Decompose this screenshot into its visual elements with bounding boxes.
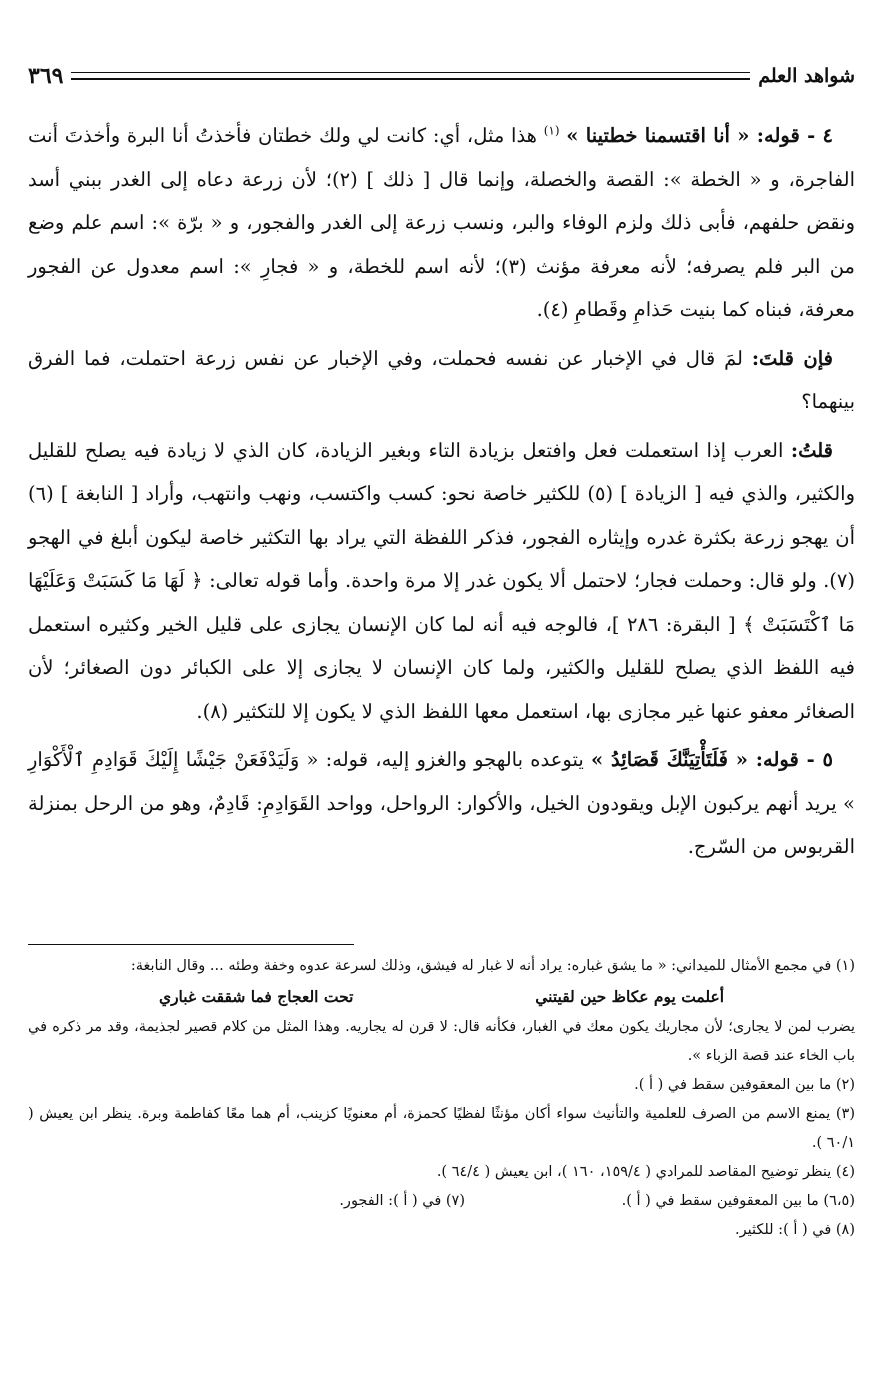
footnotes xyxy=(28,952,855,1245)
paragraph-body: العرب إذا استعملت فعل وافتعل بزيادة التاء وبغير الزيادة، كان الذي لا زيادة فيه يصلح للقليل والكثير، والذي فيه [ الزيادة ] (٥) للكثير خاصة نحو: كسب واكتسب، ونهب وانتهب، وأراد [ النابغة ] (٦) أن يهجو زرعة بكثرة غدره وإيثاره الفجور، فذكر اللفظة التي يراد بها التكثير خاصة ليكون أبلغ في الهجو (٧). ولو قال: وحملت فجار؛ لاحتمل ألا يكون غدر إلا مرة واحدة. وأما قوله تعالى: ﴿ لَهَا مَا كَسَبَتْ وَعَلَيْهَا مَا ٱكْتَسَبَتْ ﴾ [ البقرة: ٢٨٦ ]، فالوجه فيه أنه لما كان الإنسان يجازى على قليل الخير وكثيره استعمل فيه اللفظ الذي يصلح للقليل والكثير، ولما كان الإنسان لا يجازى إلا على الكبائر دون الصغائر؛ لأن الصغائر معفو عنها غير مجازى بها، استعمل معها اللفظ الذي لا يكون إلا للتكثير (٨). xyxy=(28,438,855,723)
footnote-1-continued: يضرب لمن لا يجارى؛ لأن مجاريك يكون معك في الغبار، فكأنه قال: لا قرن له يجاريه. وهذا المثل من كلام قصير لجذيمة، وقد مر ذكره في باب الخاء عند قصة الزباء ». xyxy=(28,1019,855,1064)
paragraph-5 xyxy=(28,738,855,869)
paragraph-lead: قلتُ: xyxy=(790,438,833,462)
page-header xyxy=(28,56,855,96)
footnote-3: (٣) يمنع الاسم من الصرف للعلمية والتأنيث سواء أكان مؤنثًا لفظيًا كحمزة، أم معنويًا كزينب، أم هما معًا كفاطمة وبرة. ينظر ابن يعيش ( ٦٠/١ ). xyxy=(28,1106,855,1151)
footnote-5-6: (٦،٥) ما بين المعقوفين سقط في ( أ ). xyxy=(621,1193,855,1209)
paragraph-body: هذا مثل، أي: كانت لي ولك خطتان فأخذتُ أنا البرة وأخذتَ أنت الفاجرة، و « الخطة »: القصة والخصلة، وإنما قال [ ذلك ] (٢)؛ لأن زرعة دعاه إلى الغدر ببني أسد ونقض حلفهم، فأبى ذلك ولزم الوفاء والبر، ونسب زرعة إلى الغدر والفجور، و « برّة »: اسم علم وضع من البر فلم يصرفه؛ لأنه معرفة مؤنث (٣)؛ لأنه اسم للخطة، و « فجارِ »: اسم معدول عن الفجور معرفة، فبناه كما بنيت حَذامِ وقَطامِ (٤). xyxy=(28,124,855,321)
page-number: ٣٦٩ xyxy=(28,63,64,89)
main-text xyxy=(28,114,855,874)
footnote-1: (١) في مجمع الأمثال للميداني: « ما يشق غباره: يراد أنه لا غبار له فيشق، وذلك لسرعة عدوه وخفة وطئه ... وقال النابغة: xyxy=(130,958,855,974)
header-rule xyxy=(71,72,750,80)
footnote-4: (٤) ينظر توضيح المقاصد للمرادي ( ١٥٩/٤، ١٦٠ )، ابن يعيش ( ٦٤/٤ ). xyxy=(436,1164,855,1180)
footnote-separator xyxy=(28,944,354,945)
paragraph-lead: ٥ - قوله: « فَلَتَأْتِيَنَّكَ قَصَائِدُ » xyxy=(591,748,834,771)
paragraph-body: يتوعده بالهجو والغزو إليه، قوله: « وَلَيَدْفَعَنْ جَيْشًا إِلَيْكَ قَوَادِمِ ٱلْأَكْوَارِ » يريد أنهم يركبون الإبل ويقودون الخيل، والأكوار: الرواحل، وواحد القَوَادِمِ: قَادِمٌ، وهو من الرحل بمنزلة القربوس من السّرج. xyxy=(28,748,855,858)
footnote-7: (٧) في ( أ ): الفجور. xyxy=(339,1193,465,1209)
footnote-8: (٨) في ( أ ): للكثير. xyxy=(734,1222,855,1238)
paragraph-lead: ٤ - قوله: « أنا اقتسمنا خطتينا » xyxy=(566,124,834,147)
paragraph-body: لمَ قال في الإخبار عن نفسه فحملت، وفي الإخبار عن نفس زرعة احتملت، فما الفرق بينهما؟ xyxy=(28,346,855,413)
footnote-row-5-7 xyxy=(28,1187,855,1216)
paragraph-4 xyxy=(28,114,855,332)
verse-second-hemistich: تحت العجاج فما شققت غباري xyxy=(158,987,354,1006)
verse-first-hemistich: أعلمت يوم عكاظ حين لقيتني xyxy=(535,987,725,1006)
paragraph-lead: فإن قلتَ: xyxy=(751,346,833,370)
footnote-2: (٢) ما بين المعقوفين سقط في ( أ ). xyxy=(634,1077,855,1093)
paragraph-answer xyxy=(28,429,855,734)
footnote-ref: (١) xyxy=(543,123,560,138)
running-title: شواهد العلم xyxy=(758,65,855,87)
poem-verse xyxy=(28,981,855,1013)
paragraph-question xyxy=(28,337,855,424)
